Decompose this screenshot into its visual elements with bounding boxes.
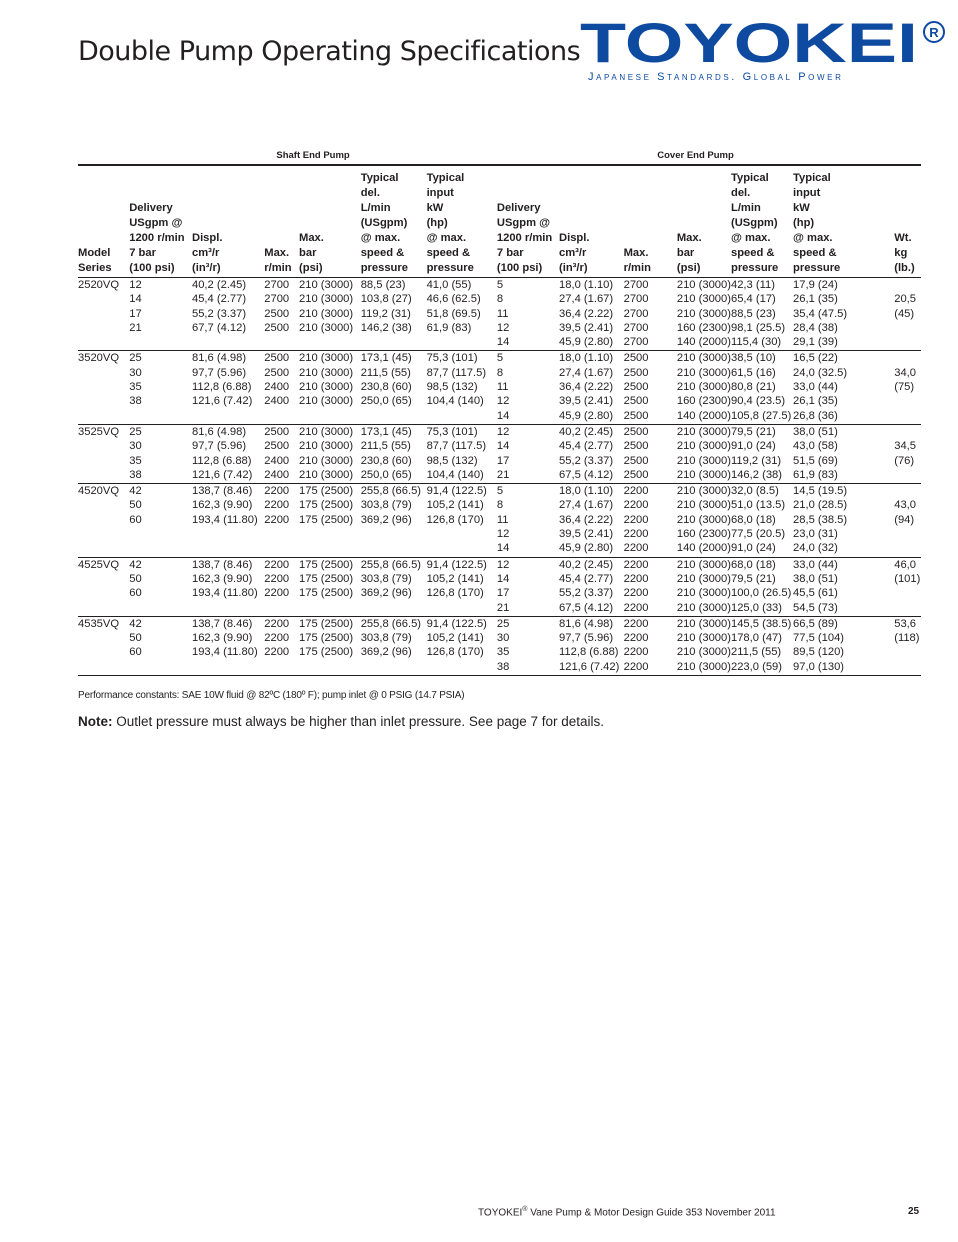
weight: 43,0 (94)	[894, 484, 921, 557]
shaft-max-bar: 210 (3000) 210 (3000) 210 (3000) 210 (3000)	[299, 351, 361, 424]
shaft-displ: 138,7 (8.46) 162,3 (9.90) 193,4 (11.80)	[192, 557, 264, 616]
weight: 34,0 (75)	[894, 351, 921, 424]
weight: 53,6 (118)	[894, 616, 921, 675]
cover-max-bar: 210 (3000) 210 (3000) 210 (3000) 210 (3000)	[677, 557, 731, 616]
page-number: 25	[908, 1206, 920, 1217]
header-cover-typical-input: Typical input kW (hp) @ max. speed & pressure	[793, 165, 894, 278]
header-model-series: Model Series	[78, 165, 129, 278]
cover-displ: 18,0 (1.10) 27,4 (1.67) 36,4 (2.22) 39,5 (2.41) 45,9 (2.80)	[559, 278, 624, 351]
header-cover-typical-del: Typical del. L/min (USgpm) @ max. speed & pressure	[731, 165, 793, 278]
logo-wordmark: TOYOKEI	[580, 18, 918, 68]
shaft-max-bar: 175 (2500) 175 (2500) 175 (2500)	[299, 557, 361, 616]
cover-typical-input: 16,5 (22) 24,0 (32.5) 33,0 (44) 26,1 (35) 26,8 (36)	[793, 351, 894, 424]
shaft-max-rmin: 2500 2500 2400 2400	[264, 424, 299, 483]
cover-typical-input: 38,0 (51) 43,0 (58) 51,5 (69) 61,9 (83)	[793, 424, 894, 483]
page-footer	[478, 1206, 776, 1218]
table-row	[78, 484, 921, 557]
header-shaft-typical-input: Typical input kW (hp) @ max. speed & pressure	[427, 165, 497, 278]
table-row	[78, 278, 921, 351]
cover-delivery: 12 14 17 21	[497, 557, 559, 616]
footer-reg: ®	[522, 1206, 528, 1213]
cover-delivery: 12 14 17 21	[497, 424, 559, 483]
cover-max-bar: 210 (3000) 210 (3000) 210 (3000) 160 (2300) 140 (2000)	[677, 351, 731, 424]
shaft-typical-del: 173,1 (45) 211,5 (55) 230,8 (60) 250,0 (65)	[361, 424, 427, 483]
header-cover-max-bar: Max. bar (psi)	[677, 165, 731, 278]
note-label: Note:	[78, 714, 113, 729]
shaft-displ: 40,2 (2.45) 45,4 (2.77) 55,2 (3.37) 67,7 (4.12)	[192, 278, 264, 351]
shaft-delivery: 42 50 60	[129, 484, 192, 557]
shaft-delivery: 25 30 35 38	[129, 351, 192, 424]
shaft-typical-input: 75,3 (101) 87,7 (117.5) 98,5 (132) 104,4 (140)	[427, 351, 497, 424]
shaft-typical-del: 173,1 (45) 211,5 (55) 230,8 (60) 250,0 (65)	[361, 351, 427, 424]
table-row	[78, 351, 921, 424]
weight: 20,5 (45)	[894, 278, 921, 351]
cover-max-rmin: 2200 2200 2200 2200 2200	[624, 484, 677, 557]
svg-text:R: R	[929, 25, 939, 40]
model-series: 2520VQ	[78, 278, 129, 351]
cover-typical-del: 145,5 (38.5) 178,0 (47) 211,5 (55) 223,0 (59)	[731, 616, 793, 675]
table-row	[78, 424, 921, 483]
cover-displ: 81,6 (4.98) 97,7 (5.96) 112,8 (6.88) 121,6 (7.42)	[559, 616, 624, 675]
cover-delivery: 5 8 11 12 14	[497, 484, 559, 557]
cover-typical-del: 79,5 (21) 91,0 (24) 119,2 (31) 146,2 (38)	[731, 424, 793, 483]
spec-table	[78, 150, 921, 676]
cover-typical-del: 32,0 (8.5) 51,0 (13.5) 68,0 (18) 77,5 (20.5) 91,0 (24)	[731, 484, 793, 557]
header-cover-displ: Displ. cm³/r (in³/r)	[559, 165, 624, 278]
cover-max-bar: 210 (3000) 210 (3000) 210 (3000) 160 (2300) 140 (2000)	[677, 484, 731, 557]
cover-delivery: 25 30 35 38	[497, 616, 559, 675]
note-text: Outlet pressure must always be higher than inlet pressure. See page 7 for details.	[112, 714, 605, 729]
model-series: 3520VQ	[78, 351, 129, 424]
shaft-max-rmin: 2500 2500 2400 2400	[264, 351, 299, 424]
header-weight: Wt. kg (lb.)	[894, 165, 921, 278]
shaft-end-group-header: Shaft End Pump	[276, 150, 350, 161]
cover-displ: 40,2 (2.45) 45,4 (2.77) 55,2 (3.37) 67,5 (4.12)	[559, 424, 624, 483]
note	[78, 714, 604, 729]
weight: 34,5 (76)	[894, 424, 921, 483]
shaft-delivery: 42 50 60	[129, 557, 192, 616]
performance-constants: Performance constants: SAE 10W fluid @ 82ºC (180º F); pump inlet @ 0 PSIG (14.7 PSIA)	[78, 690, 465, 701]
cover-typical-del: 38,5 (10) 61,5 (16) 80,8 (21) 90,4 (23.5) 105,8 (27.5)	[731, 351, 793, 424]
cover-max-rmin: 2700 2700 2700 2700 2700	[624, 278, 677, 351]
cover-displ: 18,0 (1.10) 27,4 (1.67) 36,4 (2.22) 39,5 (2.41) 45,9 (2.80)	[559, 351, 624, 424]
cover-typical-del: 68,0 (18) 79,5 (21) 100,0 (26.5) 125,0 (33)	[731, 557, 793, 616]
shaft-typical-input: 91,4 (122.5) 105,2 (141) 126,8 (170)	[427, 557, 497, 616]
cover-max-rmin: 2200 2200 2200 2200	[624, 616, 677, 675]
cover-max-rmin: 2500 2500 2500 2500	[624, 424, 677, 483]
shaft-max-bar: 175 (2500) 175 (2500) 175 (2500)	[299, 484, 361, 557]
cover-delivery: 5 8 11 12 14	[497, 351, 559, 424]
shaft-typical-del: 255,8 (66.5) 303,8 (79) 369,2 (96)	[361, 484, 427, 557]
cover-max-rmin: 2200 2200 2200 2200	[624, 557, 677, 616]
shaft-max-rmin: 2200 2200 2200	[264, 616, 299, 675]
header-cover-max-rmin: Max. r/min	[624, 165, 677, 278]
shaft-typical-del: 88,5 (23) 103,8 (27) 119,2 (31) 146,2 (38)	[361, 278, 427, 351]
cover-delivery: 5 8 11 12 14	[497, 278, 559, 351]
cover-max-rmin: 2500 2500 2500 2500 2500	[624, 351, 677, 424]
header-shaft-typical-del: Typical del. L/min (USgpm) @ max. speed & pressure	[361, 165, 427, 278]
shaft-displ: 81,6 (4.98) 97,7 (5.96) 112,8 (6.88) 121,6 (7.42)	[192, 351, 264, 424]
footer-text: Vane Pump & Motor Design Guide 353 November 2011	[527, 1207, 776, 1219]
footer-brand: TOYOKEI	[478, 1207, 523, 1219]
shaft-max-bar: 210 (3000) 210 (3000) 210 (3000) 210 (3000)	[299, 278, 361, 351]
cover-typical-del: 42,3 (11) 65,4 (17) 88,5 (23) 98,1 (25.5) 115,4 (30)	[731, 278, 793, 351]
shaft-displ: 138,7 (8.46) 162,3 (9.90) 193,4 (11.80)	[192, 616, 264, 675]
shaft-delivery: 42 50 60	[129, 616, 192, 675]
cover-end-group-header: Cover End Pump	[657, 150, 734, 161]
shaft-max-bar: 175 (2500) 175 (2500) 175 (2500)	[299, 616, 361, 675]
logo-tagline: Japanese Standards. Global Power	[588, 71, 844, 83]
header-shaft-max-rmin: Max. r/min	[264, 165, 299, 278]
cover-typical-input: 33,0 (44) 38,0 (51) 45,5 (61) 54,5 (73)	[793, 557, 894, 616]
shaft-typical-del: 255,8 (66.5) 303,8 (79) 369,2 (96)	[361, 616, 427, 675]
weight: 46,0 (101)	[894, 557, 921, 616]
shaft-max-bar: 210 (3000) 210 (3000) 210 (3000) 210 (3000)	[299, 424, 361, 483]
cover-max-bar: 210 (3000) 210 (3000) 210 (3000) 210 (3000)	[677, 616, 731, 675]
shaft-typical-input: 91,4 (122.5) 105,2 (141) 126,8 (170)	[427, 616, 497, 675]
shaft-typical-input: 91,4 (122.5) 105,2 (141) 126,8 (170)	[427, 484, 497, 557]
model-series: 4520VQ	[78, 484, 129, 557]
cover-max-bar: 210 (3000) 210 (3000) 210 (3000) 160 (2300) 140 (2000)	[677, 278, 731, 351]
shaft-displ: 138,7 (8.46) 162,3 (9.90) 193,4 (11.80)	[192, 484, 264, 557]
header-shaft-delivery: Delivery USgpm @ 1200 r/min 7 bar (100 psi)	[129, 165, 192, 278]
shaft-typical-del: 255,8 (66.5) 303,8 (79) 369,2 (96)	[361, 557, 427, 616]
shaft-max-rmin: 2200 2200 2200	[264, 484, 299, 557]
header-shaft-max-bar: Max. bar (psi)	[299, 165, 361, 278]
shaft-max-rmin: 2200 2200 2200	[264, 557, 299, 616]
cover-max-bar: 210 (3000) 210 (3000) 210 (3000) 210 (3000)	[677, 424, 731, 483]
cover-displ: 18,0 (1.10) 27,4 (1.67) 36,4 (2.22) 39,5 (2.41) 45,9 (2.80)	[559, 484, 624, 557]
page-title: Double Pump Operating Specifications	[78, 36, 581, 67]
cover-displ: 40,2 (2.45) 45,4 (2.77) 55,2 (3.37) 67,5 (4.12)	[559, 557, 624, 616]
shaft-typical-input: 41,0 (55) 46,6 (62.5) 51,8 (69.5) 61,9 (83)	[427, 278, 497, 351]
header-shaft-displ: Displ. cm³/r (in³/r)	[192, 165, 264, 278]
model-series: 3525VQ	[78, 424, 129, 483]
model-series: 4525VQ	[78, 557, 129, 616]
cover-typical-input: 66,5 (89) 77,5 (104) 89,5 (120) 97,0 (130)	[793, 616, 894, 675]
shaft-displ: 81,6 (4.98) 97,7 (5.96) 112,8 (6.88) 121,6 (7.42)	[192, 424, 264, 483]
shaft-typical-input: 75,3 (101) 87,7 (117.5) 98,5 (132) 104,4 (140)	[427, 424, 497, 483]
header-cover-delivery: Delivery USgpm @ 1200 r/min 7 bar (100 psi)	[497, 165, 559, 278]
shaft-delivery: 25 30 35 38	[129, 424, 192, 483]
table-row	[78, 557, 921, 616]
cover-typical-input: 17,9 (24) 26,1 (35) 35,4 (47.5) 28,4 (38) 29,1 (39)	[793, 278, 894, 351]
shaft-max-rmin: 2700 2700 2500 2500	[264, 278, 299, 351]
shaft-delivery: 12 14 17 21	[129, 278, 192, 351]
cover-typical-input: 14,5 (19.5) 21,0 (28.5) 28,5 (38.5) 23,0 (31) 24,0 (32)	[793, 484, 894, 557]
table-row	[78, 616, 921, 675]
model-series: 4535VQ	[78, 616, 129, 675]
